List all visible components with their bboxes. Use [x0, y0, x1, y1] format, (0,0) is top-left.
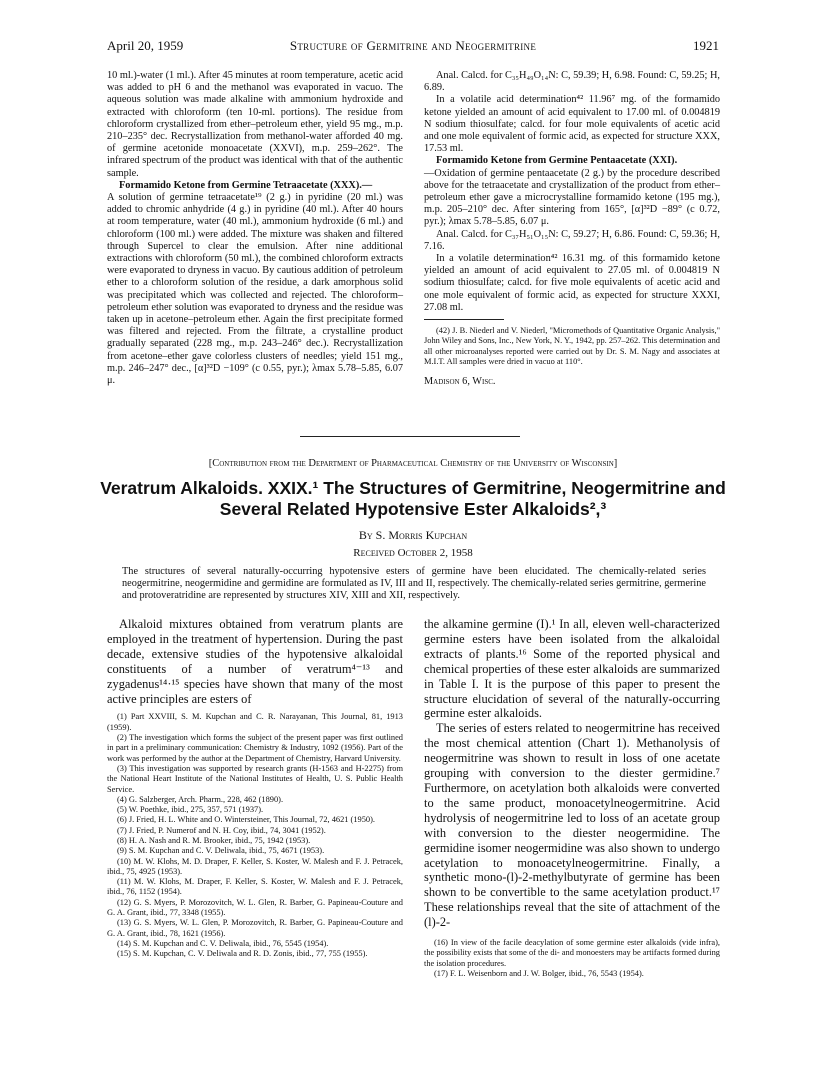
- footnote: (9) S. M. Kupchan and C. V. Deliwala, ibid., 75, 4671 (1953).: [117, 846, 325, 856]
- received-date: Received October 2, 1958: [353, 547, 473, 559]
- footnote: (2) The investigation which forms the subject of the present paper was first outlined in part in a preliminary communication: Chemistry & Industry, 1092 (1956). Part of the work was performed by the author at the Department of Chemistry, Harvard University.: [107, 733, 403, 763]
- analysis-paragraph: Anal. Calcd. for C₃₇H₅₁O₁₅N: C, 59.27; H, 6.86. Found: C, 59.36; H, 7.16.: [424, 228, 720, 252]
- paragraph: The series of esters related to neogermitrine has received the most chemical attention (Chart 1). Methanolysis of neogermitrine was shown to result in loss of one acetate grouping with conversion to the diester germidine.⁷ Furthermore, on acetylation both alkaloids were converted to the same product, monoacetylneogermitrine. Acid hydrolysis of neogermitrine led to loss of an acetate group with conversion to the diester neogermidine. The germidine isomer neogermidine was also shown to undergo acetylation to monoacetylneogermitrine. Finally, a synthetic mono-(l)-2-methylbutyrate of germine has been shown to be convertible to the same acetylation product.¹⁷ These relationships reveal that the site of attachment of the (l)-2-: [424, 721, 720, 930]
- footnote: (1) Part XXVIII, S. M. Kupchan and C. R. Narayanan, This Journal, 81, 1913 (1959).: [107, 712, 403, 732]
- author-byline: By S. Morris Kupchan: [358, 528, 468, 542]
- footnote: (16) In view of the facile deacylation of some germine ester alkaloids (vide infra), the possibility exists that some of the di- and monoesters may be artifacts formed during the isolation procedures.: [424, 938, 720, 968]
- contribution-line: [Contribution from the Department of Pharmaceutical Chemistry of the University of Wisconsin]: [208, 458, 618, 469]
- footnote: (6) J. Fried, H. L. White and O. Wintersteiner, This Journal, 72, 4621 (1950).: [117, 815, 375, 825]
- previous-article-left-column: [107, 70, 403, 387]
- title-line-2: Several Related Hypotensive Ester Alkaloids²,³: [219, 499, 607, 519]
- footnote: (4) G. Salzberger, Arch. Pharm., 228, 462 (1890).: [117, 794, 284, 804]
- footnote: (11) M. W. Klohs, M. Draper, F. Keller, S. Koster, W. Malesh and F. J. Petracek, ibid., 76, 1152 (1954).: [107, 877, 403, 897]
- paragraph: 10 ml.)-water (1 ml.). After 45 minutes at room temperature, acetic acid was added to pH 6 and the methanol was evaporated in vacuo. The aqueous solution was made alkaline with ammonium hydroxide and extracted with chloroform (ten 10-ml. portions). The residue from chloroform crystallized from ether–petroleum ether, yield 95 mg., m.p. 210–235° dec. Recrystallization from methanol-water afforded 40 mg. of germine acetonide monoacetate (XXVI), m.p. 259–262°. The infrared spectrum of the product was identical with that of the authentic sample.: [107, 70, 403, 179]
- footnote: (3) This investigation was supported by research grants (H-1563 and H-2275) from the National Heart Institute of the National Institutes of Health, U. S. Public Health Service.: [107, 763, 403, 794]
- footnote: (10) M. W. Klohs, M. D. Draper, F. Keller, S. Koster, W. Malesh and F. J. Petracek, ibid., 75, 4925 (1953).: [107, 856, 403, 876]
- previous-article-right-column: [424, 70, 720, 388]
- article-divider: [300, 436, 520, 437]
- footnotes-right: [424, 938, 720, 979]
- footnote-rule: [424, 319, 504, 320]
- article-left-column: [107, 617, 403, 960]
- section-paragraph: [107, 180, 403, 192]
- paragraph: In a volatile acid determination⁴² 11.96⁷ mg. of the formamido ketone yielded an amount of acid equivalent to 17.00 ml. of 0.004819 N sodium thiosulfate; calcd. for four mole equivalents of acetic acid and one mole equivalent of formic acid, as expected for structure XXX, 17.53 ml.: [424, 94, 720, 155]
- paragraph: In a volatile determination⁴² 16.31 mg. of this formamido ketone yielded an amount of acid equivalent to 27.05 ml. of 0.004819 N sodium thiosulfate; calcd. for five mole equivalents of acetic acid and one mole equivalent of formic acid, as expected for structure XXXI, 27.08 ml.: [424, 253, 720, 313]
- footnote: (5) W. Poethke, ibid., 275, 357, 571 (1937).: [117, 805, 264, 815]
- footnote: (15) S. M. Kupchan, C. V. Deliwala and R. D. Zonis, ibid., 77, 755 (1955).: [117, 949, 368, 959]
- footnote: (12) G. S. Myers, P. Morozovitch, W. L. Glen, R. Barber, G. Papineau-Couture and G. A. Grant, ibid., 77, 3348 (1955).: [107, 897, 403, 918]
- issue-date: April 20, 1959: [107, 38, 184, 53]
- footnote: (14) S. M. Kupchan and C. V. Deliwala, ibid., 76, 5545 (1954).: [117, 938, 329, 948]
- running-header: [107, 38, 719, 56]
- footnote: (8) H. A. Nash and R. M. Brooker, ibid., 75, 1942 (1953).: [117, 836, 311, 845]
- section-heading: Formamido Ketone from Germine Pentaacetate (XXI).: [436, 155, 678, 167]
- title-line-1: Veratrum Alkaloids. XXIX.¹ The Structures of Germitrine, Neogermitrine and: [100, 478, 726, 498]
- running-title: Structure of Germitrine and Neogermitrine: [289, 38, 537, 53]
- paragraph: A solution of germine tetraacetate¹⁹ (2 g.) in pyridine (20 ml.) was added to chromic anhydride (4 g.) in pyridine (40 ml.). After 40 hours at room temperature, water (40 ml.), ammonium hydroxide (6 ml.) and chloroform (100 ml.) were added. The mixture was shaken and filtered through Supercel to clear the emulsion. After nine additional extractions with chloroform (50 ml.), the combined chloroform extracts were evaporated to dryness in vacuo. By cautious addition of petroleum ether to a chloroform solution of the residue, a dark amorphous solid was precipitated which was collected and rejected. The chloroform–petroleum ether solution was evaporated to dryness and the residue was taken up in acetone–petroleum ether. Again the first precipitate formed was filtered and rejected. From the filtrate, a crystalline product gradually separated (228 mg., m.p. 243–246° dec.). Recrystallization from acetone–ether gave colorless clusters of needles; yield 151 mg., m.p. 246–247° dec., [α]³²D −109° (c 0.55, pyr.); λmax 5.78–5.85, 6.07 μ.: [107, 192, 403, 387]
- abstract: The structures of several naturally-occurring hypotensive esters of germine have been elucidated. The chemically-related series neogermitrine, neogermidine and germidine are formulated as IV, III and II, respectively. The chemically-related series germitrine, germerine and protoveratridine are represented by structures XIV, XIII and XII, respectively.: [122, 566, 706, 601]
- section-paragraph: [424, 155, 720, 167]
- article-title: [100, 478, 726, 520]
- paragraph: the alkamine germine (I).¹ In all, eleven well-characterized germine esters have been isolated from the alkaloidal extracts of plants.¹⁶ Some of the reported physical and chemical properties of these ester alkaloids are summarized in Table I. It is the purpose of this paper to present the structure elucidation of several of the naturally-occurring germine ester alkaloids.: [424, 617, 720, 721]
- analysis-paragraph: Anal. Calcd. for C₃₅H₄₉O₁₄N: C, 59.39; H, 6.98. Found: C, 59.25; H, 6.89.: [424, 70, 720, 94]
- page-number: 1921: [693, 38, 719, 53]
- footnotes-left: [107, 712, 403, 959]
- footnote: (13) G. S. Myers, W. L. Glen, P. Morozovitch, R. Barber, G. Papineau-Couture and G. A. Grant, ibid., 78, 1621 (1956).: [107, 918, 403, 938]
- place-line: Madison 6, Wisc.: [424, 375, 496, 387]
- footnote-42: (42) J. B. Niederl and V. Niederl, "Micromethods of Quantitative Organic Analysis," John Wiley and Sons, Inc., New York, N. Y., 1942, pp. 257–262. This determination and all other microanalyses reported were carried out by Dr. S. M. Nagy and associates at M.I.T. All samples were dried in vacuo at 110°.: [424, 326, 720, 367]
- section-heading: Formamido Ketone from Germine Tetraacetate (XXX).—: [119, 179, 373, 191]
- intro-paragraph: Alkaloid mixtures obtained from veratrum plants are employed in the treatment of hypertension. During the past decade, extensive studies of the hypotensive alkaloidal constituents of a number of veratrum⁴⁻¹³ and zygadenus¹⁴·¹⁵ species have shown that many of the most active principles are esters of: [107, 617, 403, 706]
- article-right-column: [424, 617, 720, 979]
- footnote: (7) J. Fried, P. Numerof and N. H. Coy, ibid., 74, 3041 (1952).: [117, 825, 326, 835]
- footnote: (17) F. L. Weisenborn and J. W. Bolger, ibid., 76, 5543 (1954).: [434, 968, 644, 978]
- paragraph: —Oxidation of germine pentaacetate (2 g.) by the procedure described above for the tetraacetate and crystallization of the product from ether–petroleum ether gave a microcrystalline formamido ketone (195 mg.), m.p. 205–210° dec. After sintering from 165°, [α]³²D −89° (c 0.72, pyr.); λmax 5.78–5.85, 6.07 μ.: [424, 167, 720, 228]
